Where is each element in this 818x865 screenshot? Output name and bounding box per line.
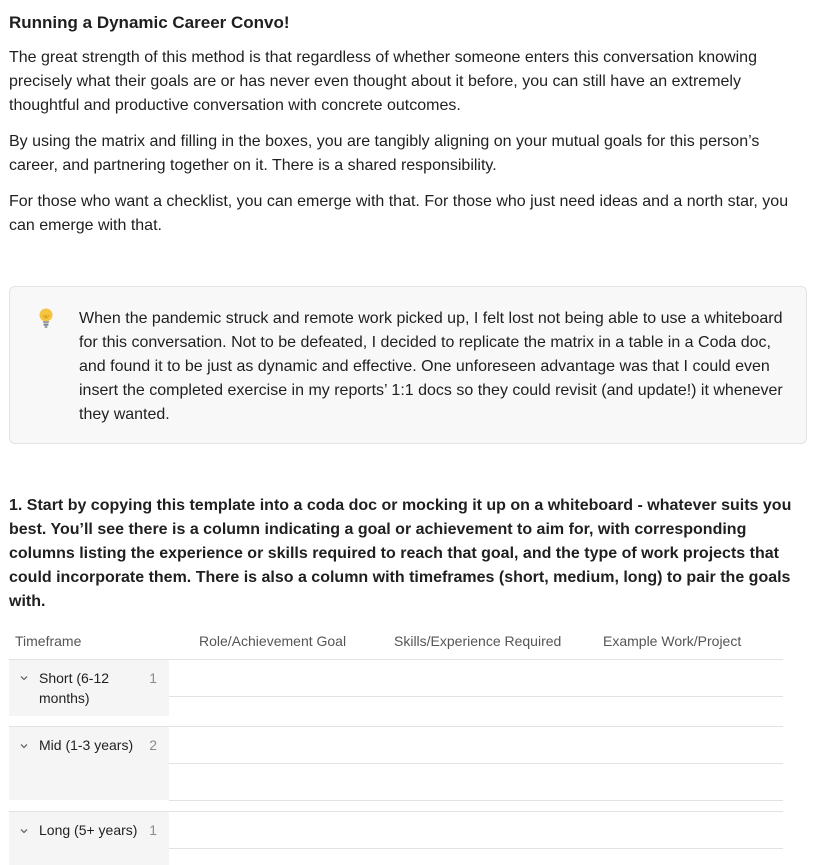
table-row-short[interactable] xyxy=(169,660,783,696)
table-row-mid-1[interactable] xyxy=(169,727,783,763)
column-header-skills[interactable]: Skills/Experience Required xyxy=(394,633,562,649)
page-heading: Running a Dynamic Career Convo! xyxy=(9,13,290,32)
step-1-instructions: 1. Start by copying this template into a coda doc or mocking it up on a whiteboard - whatever suits you best. You’ll see there is a column indicating a goal or achievement to aim for, with corresponding columns listing the experience or skills required to reach that goal, and the type of work projects that could incorporate them. There is also a column with timeframes (short, medium, long) to pair the goals with. xyxy=(9,497,792,610)
paragraph-checklist: For those who want a checklist, you can emerge with that. For those who just need ideas and a north star, you can emerge with that. xyxy=(9,193,789,234)
lightbulb-icon xyxy=(37,307,55,329)
career-matrix-table xyxy=(9,626,783,865)
group-short[interactable] xyxy=(9,660,169,716)
row-divider xyxy=(169,696,783,697)
column-header-example-work[interactable]: Example Work/Project xyxy=(603,633,742,649)
group-mid[interactable] xyxy=(9,727,169,800)
chevron-down-icon[interactable] xyxy=(19,826,29,836)
callout-box xyxy=(9,286,807,444)
table-row-mid-2[interactable] xyxy=(169,764,783,800)
column-header-role-goal[interactable]: Role/Achievement Goal xyxy=(199,633,347,649)
paragraph-matrix: By using the matrix and filling in the boxes, you are tangibly aligning on your mutual goals for this person’s career, and partnering together on it. There is a shared responsibility. xyxy=(9,133,760,174)
callout-text: When the pandemic struck and remote work picked up, I felt lost not being able to use a whiteboard for this conversation. Not to be defeated, I decided to replicate the matrix in a table in a Coda doc, and found it to be just as dynamic and effective. One unforeseen advantage was that I could even insert the completed exercise in my reports’ 1:1 docs so they could revisit (and update!) it whenever they wanted. xyxy=(79,310,783,423)
column-header-timeframe[interactable]: Timeframe xyxy=(15,633,82,649)
group-label-long: Long (5+ years) xyxy=(39,822,138,838)
paragraph-strength: The great strength of this method is that regardless of whether someone enters this conversation knowing precisely what their goals are or has never even thought about it before, you can still have an extremely thoughtful and productive conversation with concrete outcomes. xyxy=(9,49,757,114)
chevron-down-icon[interactable] xyxy=(19,673,29,683)
group-long[interactable] xyxy=(9,812,169,865)
group-count-short: 1 xyxy=(149,670,157,686)
group-count-mid: 2 xyxy=(149,737,157,753)
group-count-long: 1 xyxy=(149,822,157,838)
table-row-long[interactable] xyxy=(169,812,783,848)
group-label-mid: Mid (1-3 years) xyxy=(39,737,134,753)
row-divider xyxy=(169,848,783,849)
row-divider xyxy=(169,800,783,801)
chevron-down-icon[interactable] xyxy=(19,741,29,751)
group-label-short: Short (6-12 months) xyxy=(39,670,110,706)
